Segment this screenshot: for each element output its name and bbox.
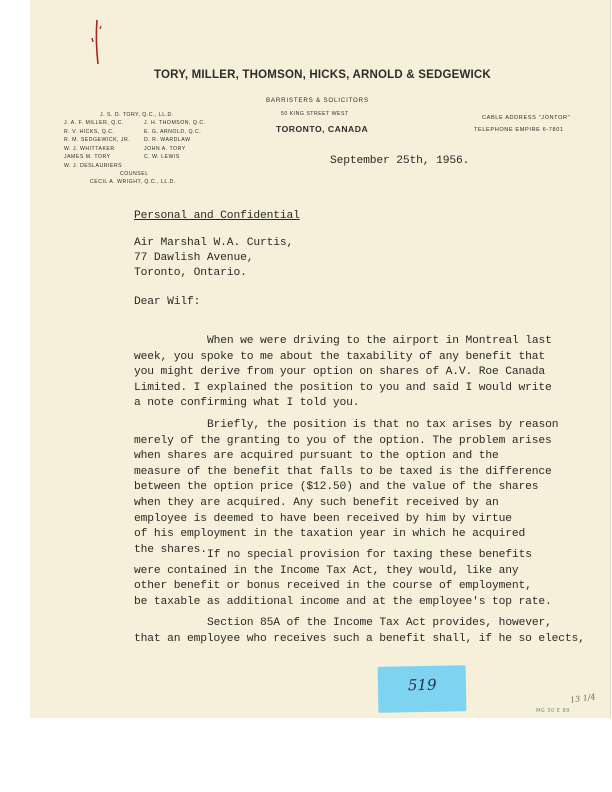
firm-street: 50 KING STREET WEST <box>281 111 349 117</box>
text-line: Section 85A of the Income Tax Act provides, however, <box>207 617 552 629</box>
confidential-marking: Personal and Confidential <box>134 210 300 222</box>
letter-page <box>30 0 611 718</box>
text-line: be taxable as additional income and at the employee's top rate. <box>134 595 552 608</box>
partner-name: JAMES M. TORY <box>64 154 111 161</box>
telephone: TELEPHONE EMPIRE 6-7801 <box>474 127 564 133</box>
salutation: Dear Wilf: <box>134 296 201 308</box>
text-line: that an employee who receives such a benefit shall, if he so elects, <box>134 632 585 645</box>
firm-name: TORY, MILLER, THOMSON, HICKS, ARNOLD & SEDGEWICK <box>154 69 491 81</box>
recipient-address <box>134 236 293 281</box>
paragraph-3 <box>134 548 552 610</box>
firm-profession: BARRISTERS & SOLICITORS <box>266 97 369 104</box>
cable-address: CABLE ADDRESS "JONTOR" <box>482 115 571 121</box>
text-line: were contained in the Income Tax Act, they would, like any <box>134 564 519 577</box>
text-line: the shares. <box>134 543 207 556</box>
address-line: 77 Dawlish Avenue, <box>134 252 254 264</box>
firm-city: TORONTO, CANADA <box>276 124 369 134</box>
partner-name: R. M. SEDGEWICK, JR. <box>64 137 131 144</box>
partner-name: J. H. THOMSON, Q.C. <box>144 120 206 126</box>
address-line: Toronto, Ontario. <box>134 267 247 279</box>
paragraph-2 <box>134 418 558 558</box>
partner-name: D. R. WARDLAW <box>144 137 191 144</box>
paragraph-1 <box>134 334 552 412</box>
text-line: measure of the benefit that falls to be taxed is the difference <box>134 465 552 478</box>
archive-sticker <box>378 665 467 713</box>
counsel-name: CECIL A. WRIGHT, Q.C., LL.D. <box>90 179 176 185</box>
sticker-number: 519 <box>407 675 437 695</box>
text-line: between the option price ($12.50) and the value of the shares <box>134 481 539 494</box>
text-line: week, you spoke to me about the taxability of any benefit that <box>134 350 546 363</box>
counsel-label: COUNSEL <box>120 171 149 177</box>
text-line: other benefit or bonus received in the course of employment, <box>134 580 532 593</box>
text-line: Briefly, the position is that no tax arises by reason <box>207 419 559 431</box>
archive-reference: MG 30 E 89 <box>536 708 570 714</box>
partner-name: W. J. WHITTAKER <box>64 145 115 152</box>
senior-partner: J. S. D. TORY, Q.C., LL.D. <box>100 112 174 118</box>
paragraph-4 <box>134 616 585 647</box>
partner-name: E. G. ARNOLD, Q.C. <box>144 128 202 135</box>
text-line: of his employment in the taxation year in which he acquired <box>134 528 526 541</box>
partners-left <box>64 119 130 171</box>
text-line: If no special provision for taxing these benefits <box>207 549 532 561</box>
partners-right <box>144 119 206 162</box>
partner-name: R. V. HICKS, Q.C. <box>64 128 115 135</box>
text-line: employee is deemed to have been received by him by virtue <box>134 512 512 525</box>
address-line: Air Marshal W.A. Curtis, <box>134 237 294 249</box>
pencil-page-note: 13 1/4 <box>569 692 597 705</box>
letter-date: September 25th, 1956. <box>330 155 470 167</box>
text-line: merely of the granting to you of the option. The problem arises <box>134 434 552 447</box>
text-line: when they are acquired. Any such benefit received by an <box>134 496 499 509</box>
partner-name: W. J. DESLAURIERS <box>64 162 123 169</box>
text-line: you might derive from your option on shares of A.V. Roe Canada <box>134 366 546 379</box>
red-pencil-mark-icon <box>88 18 106 70</box>
partner-name: JOHN A. TORY <box>144 145 186 152</box>
partner-name: C. W. LEWIS <box>144 154 180 161</box>
text-line: a note confirming what I told you. <box>134 397 360 410</box>
text-line: When we were driving to the airport in Montreal last <box>207 335 552 347</box>
text-line: when shares are acquired pursuant to the option and the <box>134 450 499 463</box>
partner-name: J. A. F. MILLER, Q.C. <box>64 120 124 126</box>
text-line: Limited. I explained the position to you and said I would write <box>134 381 552 394</box>
